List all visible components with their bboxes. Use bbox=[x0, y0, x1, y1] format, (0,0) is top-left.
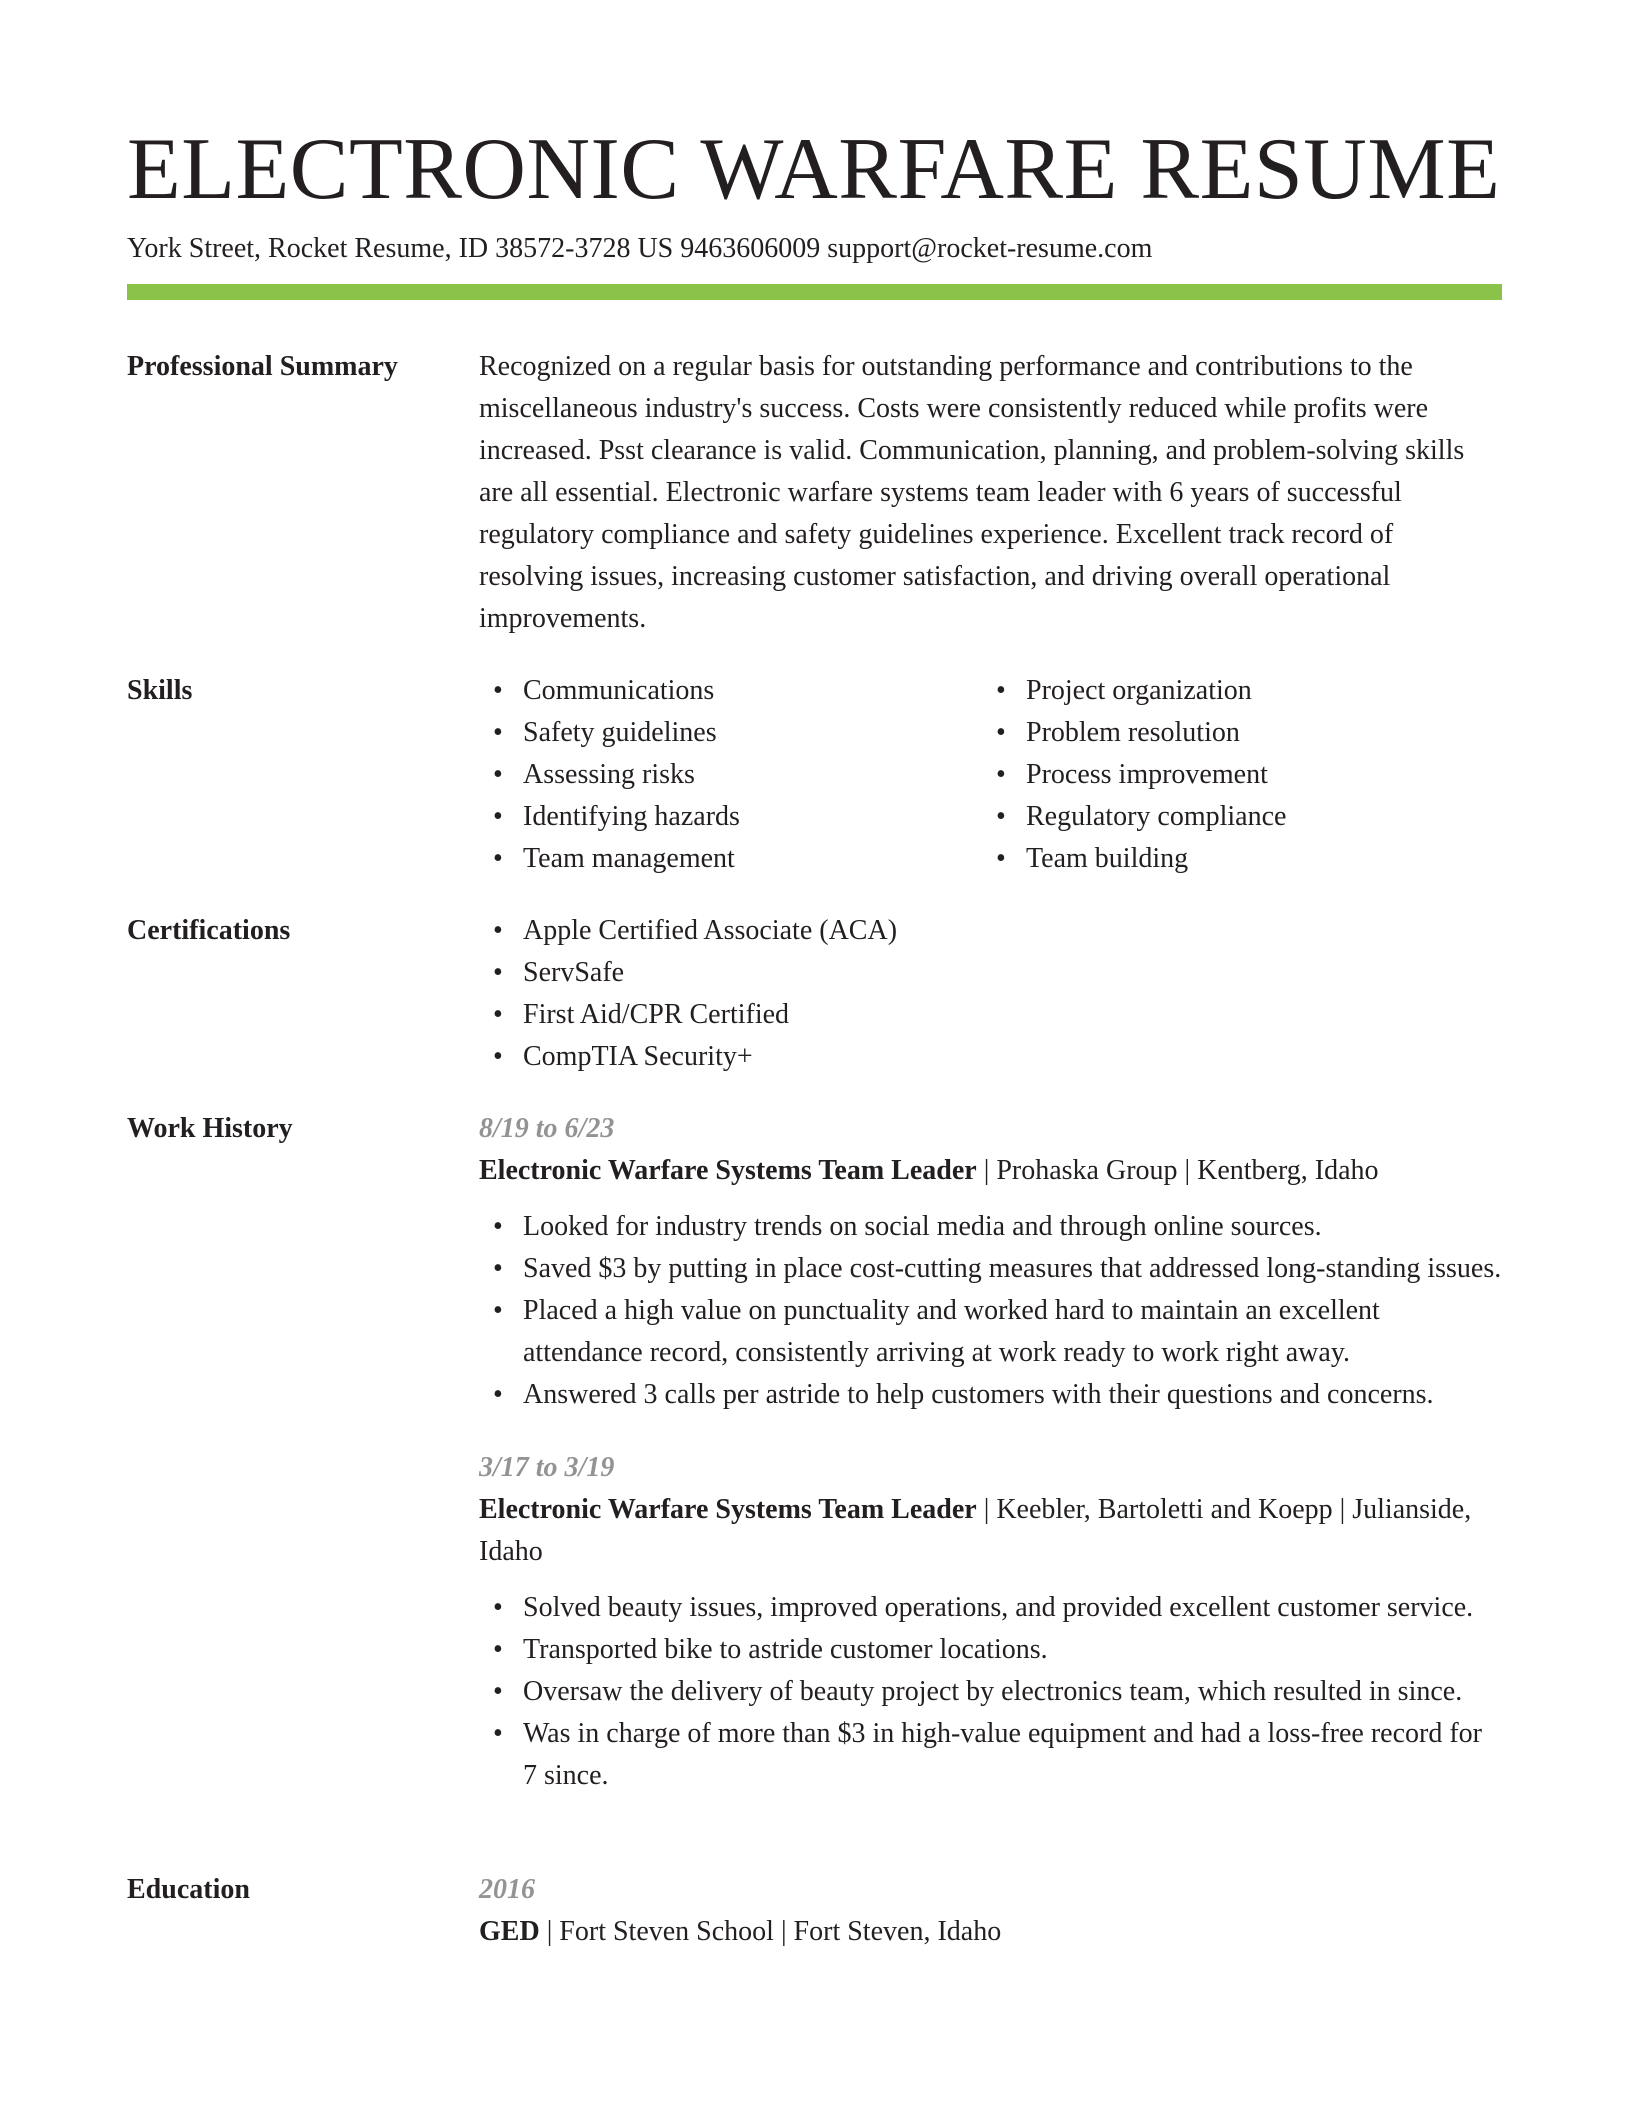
certification-item: • First Aid/CPR Certified bbox=[479, 994, 1502, 1036]
education-degree: GED bbox=[479, 1916, 540, 1947]
contact-line: York Street, Rocket Resume, ID 38572-3728 US 9463606009 support@rocket-resume.com bbox=[127, 233, 1153, 264]
job-bullets bbox=[479, 1587, 1502, 1797]
job-bullets bbox=[479, 1206, 1502, 1416]
certifications-heading: Certifications bbox=[127, 915, 291, 946]
certification-item: • CompTIA Security+ bbox=[479, 1036, 1502, 1078]
header-divider bbox=[127, 284, 1502, 300]
job-title: Electronic Warfare Systems Team Leader bbox=[479, 1155, 977, 1186]
education-content bbox=[479, 1869, 1502, 1953]
job-bullet: • Answered 3 calls per astride to help customers with their questions and concerns. bbox=[479, 1374, 1502, 1416]
skill-item: • Process improvement bbox=[982, 754, 1485, 796]
resume-title: ELECTRONIC WARFARE RESUME bbox=[127, 121, 1501, 218]
job-entry bbox=[479, 1108, 1502, 1416]
skill-item: • Team management bbox=[479, 838, 982, 880]
job-details: | Prohaska Group | Kentberg, Idaho bbox=[976, 1155, 1379, 1186]
work-history-content bbox=[479, 1108, 1502, 1797]
job-bullet: • Solved beauty issues, improved operations, and provided excellent customer service. bbox=[479, 1587, 1502, 1629]
work-history-heading: Work History bbox=[127, 1113, 293, 1144]
education-heading: Education bbox=[127, 1874, 250, 1905]
summary-heading: Professional Summary bbox=[127, 351, 398, 382]
skill-item: • Safety guidelines bbox=[479, 712, 982, 754]
job-heading bbox=[479, 1489, 1502, 1573]
skill-item: • Identifying hazards bbox=[479, 796, 982, 838]
summary-text: Recognized on a regular basis for outstanding performance and contributions to the miscellaneous industry's success. Costs were consistently reduced while profits were increased. Psst clearance is valid. Communication, planning, and problem-solving skills are all essential. Electronic warfare systems team leader with 6 years of successful regulatory compliance and safety guidelines experience. Excellent track record of resolving issues, increasing customer satisfaction, and driving overall operational improvements. bbox=[479, 351, 1465, 634]
skill-item: • Regulatory compliance bbox=[982, 796, 1485, 838]
job-details: | Keebler, Bartoletti and Koepp | Julianside, Idaho bbox=[479, 1494, 1472, 1567]
job-dates: 8/19 to 6/23 bbox=[479, 1113, 615, 1144]
job-title: Electronic Warfare Systems Team Leader bbox=[479, 1494, 977, 1525]
skill-item: • Project organization bbox=[982, 670, 1485, 712]
job-entry bbox=[479, 1447, 1502, 1797]
certification-item: • ServSafe bbox=[479, 952, 1502, 994]
certification-item: • Apple Certified Associate (ACA) bbox=[479, 910, 1502, 952]
job-bullet: • Transported bike to astride customer locations. bbox=[479, 1629, 1502, 1671]
job-dates: 3/17 to 3/19 bbox=[479, 1452, 615, 1483]
skill-item: • Assessing risks bbox=[479, 754, 982, 796]
job-bullet: • Was in charge of more than $3 in high-value equipment and had a loss-free record for 7 since. bbox=[479, 1713, 1502, 1797]
job-bullet: • Placed a high value on punctuality and worked hard to maintain an excellent attendance record, consistently arriving at work ready to work right away. bbox=[479, 1290, 1502, 1374]
skills-heading: Skills bbox=[127, 675, 193, 706]
skill-item: • Communications bbox=[479, 670, 982, 712]
certifications-content bbox=[479, 910, 1502, 1078]
skills-list-left bbox=[479, 670, 982, 880]
job-bullet: • Oversaw the delivery of beauty project by electronics team, which resulted in since. bbox=[479, 1671, 1502, 1713]
education-details: | Fort Steven School | Fort Steven, Idaho bbox=[539, 1916, 1002, 1947]
education-line bbox=[479, 1911, 1502, 1953]
education-year: 2016 bbox=[479, 1874, 535, 1905]
job-bullet: • Saved $3 by putting in place cost-cutting measures that addressed long-standing issues. bbox=[479, 1248, 1502, 1290]
skill-item: • Problem resolution bbox=[982, 712, 1485, 754]
certifications-list bbox=[479, 910, 1502, 1078]
skills-content bbox=[479, 670, 1502, 880]
job-bullet: • Looked for industry trends on social media and through online sources. bbox=[479, 1206, 1502, 1248]
job-heading bbox=[479, 1150, 1502, 1192]
skill-item: • Team building bbox=[982, 838, 1485, 880]
summary-content bbox=[479, 346, 1502, 640]
skills-list-right bbox=[982, 670, 1485, 880]
